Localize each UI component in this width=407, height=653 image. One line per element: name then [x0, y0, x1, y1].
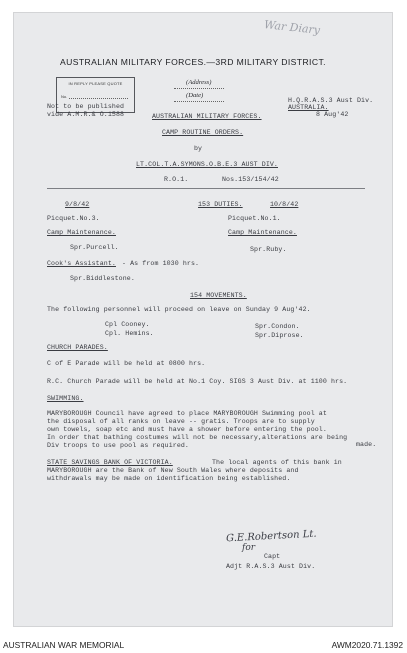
date-label: (Date) [186, 92, 204, 99]
church-heading: CHURCH PARADES. [47, 344, 108, 351]
spr-biddlestone: Spr.Biddlestone. [70, 275, 135, 282]
movements-heading: 154 MOVEMENTS. [190, 292, 247, 299]
leave-spr-condon: Spr.Condon. [255, 323, 300, 330]
publish-note-line-1: Not to be published [47, 103, 125, 110]
bank-heading-rest: The local agents of this bank in [212, 459, 342, 466]
church-line-1: C of E Parade will be held at 0800 hrs. [47, 360, 206, 367]
signature-for: for [242, 543, 256, 553]
reply-quote-label: IN REPLY PLEASE QUOTE [68, 81, 123, 86]
leave-cpl-cooney: Cpl Cooney. [105, 321, 150, 328]
title-order-numbers: Nos.153/154/42 [222, 176, 279, 183]
swimming-line-4: In order that bathing costumes will not be necessary,alterations are being [47, 434, 348, 441]
leave-cpl-hemins: Cpl. Hemins. [105, 330, 154, 337]
date-line [174, 101, 224, 102]
hq-line-1: H.Q.R.A.S.3 Aust Div. [288, 97, 374, 104]
leave-spr-diprose: Spr.Diprose. [255, 332, 304, 339]
handwritten-signature: G.E.Robertson Lt. [225, 528, 317, 545]
war-diary-annotation: War Diary [263, 18, 321, 37]
cooks-from: - As from 1030 hrs. [122, 260, 200, 267]
title-rule [47, 188, 365, 189]
title-by: by [194, 145, 203, 152]
address-line [174, 88, 224, 89]
bank-line-1: MARYBOROUGH are the Bank of New South Wales where deposits and [47, 467, 299, 474]
cooks-assistant: Cook's Assistant. [47, 260, 116, 267]
title-line-1: AUSTRALIAN MILITARY FORCES. [152, 113, 262, 120]
duties-date-left: 9/8/42 [65, 201, 90, 208]
swimming-line-3: own towels, soap etc and must have a shower before entering the pool. [47, 426, 327, 433]
title-ro: R.O.1. [164, 176, 189, 183]
reply-number-line [69, 98, 128, 99]
movements-text: The following personnel will proceed on leave on Sunday 9 Aug'42. [47, 306, 311, 313]
bank-heading: STATE SAVINGS BANK OF VICTORIA. [47, 459, 173, 466]
swimming-line-1: MARYBOROUGH Council have agreed to place MARYBOROUGH Swimming pool at [47, 410, 327, 417]
swimming-line-2: the disposal of all ranks on leave -- gratis. Troops are to supply [47, 418, 315, 425]
church-line-2: R.C. Church Parade will be held at No.1 Coy. SIGS 3 Aust Div. at 1100 hrs. [47, 378, 348, 385]
document-page [14, 13, 392, 626]
hq-date: 8 Aug'42 [316, 111, 349, 118]
bank-line-2: withdrawals may be made on identification being established. [47, 475, 291, 482]
document-header: AUSTRALIAN MILITARY FORCES.—3RD MILITARY DISTRICT. [60, 57, 326, 67]
swimming-line-5: Div troops to use pool as required. [47, 442, 189, 449]
duties-heading: 153 DUTIES. [198, 201, 243, 208]
reply-number-label: No. [61, 94, 68, 99]
swimming-heading: SWIMMING. [47, 395, 84, 402]
picquet-right: Picquet.No.1. [228, 215, 281, 222]
duties-date-right: 10/8/42 [270, 201, 299, 208]
camp-maintenance-right: Camp Maintenance. [228, 229, 297, 236]
footer-institution: AUSTRALIAN WAR MEMORIAL [3, 640, 125, 650]
swimming-made: made. [356, 441, 377, 448]
footer-accession-number: AWM2020.71.1392 [331, 640, 403, 650]
address-label: (Address) [186, 79, 212, 86]
publish-note-line-2: vide A.M.R.& O.1588 [47, 111, 125, 118]
hq-line-2: AUSTRALIA. [288, 104, 329, 111]
signature-title: Adjt R.A.S.3 Aust Div. [226, 563, 316, 570]
footer-bar [0, 638, 407, 653]
signature-rank: Capt [264, 553, 281, 560]
camp-maintenance-left: Camp Maintenance. [47, 229, 116, 236]
picquet-left: Picquet.No.3. [47, 215, 100, 222]
spr-ruby: Spr.Ruby. [250, 246, 287, 253]
title-line-2: CAMP ROUTINE ORDERS. [162, 129, 244, 136]
spr-purcell: Spr.Purcell. [70, 244, 119, 251]
title-line-4: LT.COL.T.A.SYMONS.O.B.E.3 AUST DIV. [136, 161, 278, 168]
